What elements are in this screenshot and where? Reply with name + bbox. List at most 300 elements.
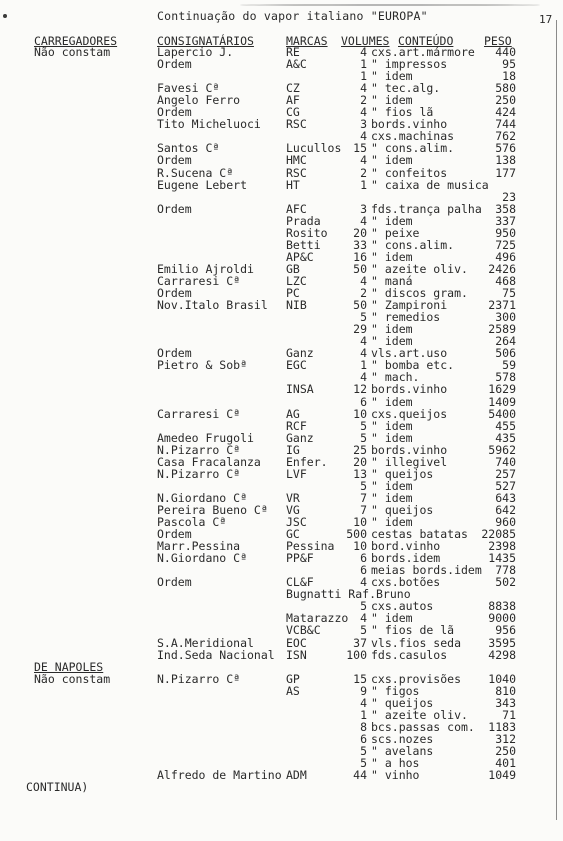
- contents-cell: cxs.botões: [371, 575, 441, 590]
- table-row: [0, 504, 563, 516]
- consignee-cell: Santos Cª: [157, 141, 220, 156]
- contents-cell: vls.fios seda: [371, 635, 462, 650]
- table-row: [0, 420, 563, 432]
- table-row: [0, 179, 563, 191]
- table-row: [0, 649, 563, 661]
- volumes-cell: 1: [360, 57, 367, 71]
- table-row: [0, 637, 563, 649]
- contents-cell: " queijos: [371, 695, 434, 710]
- column-header-conteudo: CONTEÚDO: [398, 34, 454, 48]
- weight-cell: 1409: [488, 394, 516, 409]
- marks-cell: ISN: [286, 647, 307, 662]
- continua-label: CONTINUA): [26, 780, 89, 794]
- volumes-cell: 4: [360, 370, 367, 385]
- table-row: [0, 46, 563, 58]
- weight-cell: 643: [495, 490, 516, 505]
- marks-cell: CZ: [286, 81, 300, 96]
- marks-cell: AS: [286, 683, 300, 698]
- contents-cell: cxs.art.mármore: [371, 45, 475, 59]
- consignee-cell: Ordem: [157, 346, 192, 361]
- contents-cell: " idem: [371, 153, 413, 168]
- contents-cell: " idem: [371, 430, 413, 445]
- volumes-cell: 4: [360, 611, 367, 626]
- contents-cell: cxs.autos: [371, 599, 434, 614]
- marks-cell: Betti: [286, 237, 321, 252]
- contents-cell: meias bords.idem: [371, 563, 482, 578]
- table-row: [0, 82, 563, 94]
- table-row: [0, 58, 563, 70]
- contents-cell: " fios lã: [371, 105, 434, 120]
- weight-cell: 343: [495, 695, 516, 710]
- contents-cell: " idem: [371, 93, 413, 108]
- volumes-cell: 5: [360, 743, 367, 758]
- volumes-cell: 20: [353, 454, 367, 469]
- table-row: [0, 167, 563, 179]
- consignee-cell: Ordem: [157, 57, 192, 71]
- weight-cell: 138: [495, 153, 516, 168]
- volumes-cell: 4: [360, 129, 367, 144]
- weight-cell: 358: [495, 201, 516, 216]
- marks-cell: RSC: [286, 165, 307, 180]
- volumes-cell: 10: [353, 406, 367, 421]
- contents-cell: " azeite oliv.: [371, 261, 468, 276]
- volumes-cell: 29: [353, 322, 367, 337]
- column-header-peso: PESO: [484, 34, 512, 48]
- table-row: [0, 444, 563, 456]
- volumes-cell: 37: [353, 635, 367, 650]
- contents-cell: scs.nozes: [371, 731, 434, 746]
- contents-cell: " azeite oliv.: [371, 707, 468, 722]
- weight-cell: 23: [502, 189, 516, 204]
- weight-cell: 960: [495, 515, 516, 529]
- consignee-cell: Pereira Bueno Cª: [157, 502, 268, 517]
- contents-cell: " cons.alim.: [371, 237, 455, 252]
- contents-cell: " idem: [371, 394, 413, 409]
- consignee-cell: Ordem: [157, 153, 192, 168]
- contents-cell: bcs.passas com.: [371, 719, 475, 734]
- table-row: [0, 709, 563, 721]
- volumes-cell: 6: [360, 731, 367, 746]
- volumes-cell: 1: [360, 69, 367, 84]
- contents-cell: cxs.queijos: [371, 406, 448, 421]
- table-row: [0, 661, 563, 673]
- table-row: [0, 468, 563, 480]
- table-row: [0, 311, 563, 323]
- shipper-cell: Não constam: [34, 671, 111, 686]
- weight-cell: 496: [495, 249, 516, 264]
- table-row: [0, 94, 563, 106]
- weight-cell: 5962: [488, 442, 516, 457]
- consignee-cell: Pascola Cª: [157, 515, 227, 529]
- table-row: [0, 685, 563, 697]
- contents-cell: " queijos: [371, 466, 434, 481]
- contents-cell: " mach.: [371, 370, 420, 385]
- volumes-cell: 4: [360, 346, 367, 361]
- contents-cell: cxs.machinas: [371, 129, 455, 144]
- volumes-cell: 12: [353, 382, 367, 397]
- volumes-cell: 7: [360, 490, 367, 505]
- table-row: [0, 745, 563, 757]
- weight-cell: 9000: [488, 611, 516, 626]
- contents-cell: cestas batatas: [371, 527, 468, 541]
- marks-cell: VCB&C: [286, 623, 321, 638]
- table-row: [0, 673, 563, 685]
- weight-cell: 527: [495, 478, 516, 493]
- weight-cell: 5400: [488, 406, 516, 421]
- marks-cell: PP&F: [286, 551, 314, 566]
- table-row: [0, 576, 563, 588]
- consignee-cell: Carraresi Cª: [157, 274, 241, 288]
- contents-cell: vls.art.uso: [371, 346, 448, 361]
- table-row: [0, 359, 563, 371]
- contents-cell: " avelans: [371, 743, 434, 758]
- marks-cell: IG: [286, 442, 300, 457]
- consignee-cell: Ordem: [157, 105, 192, 120]
- ink-speck: [3, 14, 7, 18]
- volumes-cell: 16: [353, 249, 367, 264]
- table-row: [0, 588, 563, 600]
- contents-cell: bords.idem: [371, 551, 441, 566]
- contents-cell: " bomba etc.: [371, 358, 455, 373]
- table-row: [0, 347, 563, 359]
- table-row: [0, 492, 563, 504]
- volumes-cell: 5: [360, 599, 367, 614]
- weight-cell: 1435: [488, 551, 516, 566]
- volumes-cell: 44: [353, 768, 367, 782]
- weight-cell: 580: [495, 81, 516, 96]
- consignee-cell: N.Giordano Cª: [157, 490, 248, 505]
- volumes-cell: 100: [346, 647, 367, 662]
- consignee-cell: Ordem: [157, 286, 192, 300]
- marks-cell: LZC: [286, 274, 307, 288]
- table-row: [0, 480, 563, 492]
- weight-cell: 1629: [488, 382, 516, 397]
- weight-cell: 18: [502, 69, 516, 84]
- consignee-cell: Nov.Italo Brasil: [157, 298, 268, 313]
- consignee-cell: N.Giordano Cª: [157, 551, 248, 566]
- contents-cell: " fios de lã: [371, 623, 455, 638]
- marks-cell: Ganz: [286, 430, 314, 445]
- contents-cell: " tec.alg.: [371, 81, 441, 96]
- marks-cell: Lucullos: [286, 141, 342, 156]
- consignee-cell: Emilio Ajroldi: [157, 261, 254, 276]
- table-row: [0, 733, 563, 745]
- weight-cell: 401: [495, 756, 516, 770]
- table-row: [0, 275, 563, 287]
- weight-cell: 740: [495, 454, 516, 469]
- marks-cell: AG: [286, 406, 300, 421]
- marks-cell: Rosito: [286, 225, 328, 240]
- weight-cell: 59: [502, 358, 516, 373]
- volumes-cell: 1: [360, 358, 367, 373]
- contents-cell: bord.vinho: [371, 539, 441, 553]
- table-row: [0, 203, 563, 215]
- weight-cell: 3595: [488, 635, 516, 650]
- weight-cell: 956: [495, 623, 516, 638]
- marks-cell: GB: [286, 261, 300, 276]
- volumes-cell: 6: [360, 563, 367, 578]
- contents-cell: fds.trança palha: [371, 201, 482, 216]
- contents-cell: bords.vinho: [371, 442, 448, 457]
- table-row: [0, 142, 563, 154]
- table-row: [0, 335, 563, 347]
- consignee-cell: Angelo Ferro: [157, 93, 241, 108]
- consignee-cell: N.Pizarro Cª: [157, 671, 241, 686]
- marks-cell: NIB: [286, 298, 307, 313]
- weight-cell: 312: [495, 731, 516, 746]
- weight-cell: 468: [495, 274, 516, 288]
- contents-cell: " illegivel: [371, 454, 448, 469]
- table-row: [0, 191, 563, 203]
- contents-cell: " maná: [371, 274, 413, 288]
- volumes-cell: 2: [360, 286, 367, 300]
- volumes-cell: 3: [360, 117, 367, 132]
- table-row: [0, 528, 563, 540]
- volumes-cell: 5: [360, 430, 367, 445]
- marks-cell: HT: [286, 177, 300, 192]
- weight-cell: 177: [495, 165, 516, 180]
- consignee-cell: Favesi Cª: [157, 81, 220, 96]
- weight-cell: 810: [495, 683, 516, 698]
- table-row: [0, 396, 563, 408]
- volumes-cell: 5: [360, 623, 367, 638]
- weight-cell: 22085: [481, 527, 516, 541]
- table-row: [0, 432, 563, 444]
- marks-cell: AP&C: [286, 249, 314, 264]
- volumes-cell: 2: [360, 165, 367, 180]
- table-row: [0, 516, 563, 528]
- consignee-cell: Lapercio J.: [157, 45, 234, 59]
- marks-cell: AF: [286, 93, 300, 108]
- weight-cell: 642: [495, 502, 516, 517]
- volumes-cell: 10: [353, 539, 367, 553]
- consignee-cell: S.A.Meridional: [157, 635, 254, 650]
- shipper-cell: Não constam: [34, 45, 111, 59]
- volumes-cell: 1: [360, 177, 367, 192]
- table-row: [0, 70, 563, 82]
- volumes-cell: 9: [360, 683, 367, 698]
- marks-cell: Enfer.: [286, 454, 328, 469]
- marks-cell: PC: [286, 286, 300, 300]
- table-row: [0, 371, 563, 383]
- marks-cell: Pessina: [286, 539, 335, 553]
- weight-cell: 424: [495, 105, 516, 120]
- consignee-cell: Tito Micheluoci: [157, 117, 261, 132]
- document-title: Continuação do vapor italiano "EUROPA": [157, 9, 428, 23]
- marks-cell: GP: [286, 671, 300, 686]
- marks-cell: CG: [286, 105, 300, 120]
- weight-cell: 250: [495, 93, 516, 108]
- consignee-cell: Eugene Lebert: [157, 177, 248, 192]
- column-header-carregadores: CARREGADORES: [34, 34, 118, 48]
- table-row: [0, 227, 563, 239]
- consignee-cell: Carraresi Cª: [157, 406, 241, 421]
- volumes-cell: 4: [360, 81, 367, 96]
- volumes-cell: 4: [360, 575, 367, 590]
- volumes-cell: 4: [360, 153, 367, 168]
- contents-cell: " queijos: [371, 502, 434, 517]
- marks-cell: GC: [286, 527, 300, 541]
- volumes-cell: 6: [360, 551, 367, 566]
- volumes-cell: 8: [360, 719, 367, 734]
- weight-cell: 2398: [488, 539, 516, 553]
- torn-top-edge: [240, 4, 540, 6]
- marks-cell: Prada: [286, 213, 321, 228]
- consignee-cell: Pietro & Sobª: [157, 358, 248, 373]
- weight-cell: 2426: [488, 261, 516, 276]
- contents-cell: " idem: [371, 478, 413, 493]
- weight-cell: 762: [495, 129, 516, 144]
- weight-cell: 1040: [488, 671, 516, 686]
- volumes-cell: 13: [353, 466, 367, 481]
- volumes-cell: 7: [360, 502, 367, 517]
- volumes-cell: 4: [360, 105, 367, 120]
- contents-cell: " idem: [371, 213, 413, 228]
- weight-cell: 337: [495, 213, 516, 228]
- marks-cell: Matarazzo: [286, 611, 349, 626]
- consignee-cell: Ordem: [157, 201, 192, 216]
- volumes-cell: 4: [360, 274, 367, 288]
- consignee-cell: Ind.Seda Nacional: [157, 647, 275, 662]
- contents-cell: " idem: [371, 490, 413, 505]
- table-row: [0, 130, 563, 142]
- volumes-cell: 2: [360, 93, 367, 108]
- column-header-consignatarios: CONSIGNATÁRIOS: [157, 34, 254, 48]
- contents-cell: " vinho: [371, 768, 420, 782]
- table-row: [0, 600, 563, 612]
- contents-cell: bords.vinho: [371, 382, 448, 397]
- volumes-cell: 5: [360, 478, 367, 493]
- table-row: [0, 408, 563, 420]
- shipper-cell: DE NAPOLES: [34, 659, 104, 674]
- contents-cell: cxs.provisões: [371, 671, 462, 686]
- contents-cell: " impressos: [371, 57, 448, 71]
- marks-cell: EGC: [286, 358, 307, 373]
- weight-cell: 300: [495, 310, 516, 325]
- marks-cell: VR: [286, 490, 300, 505]
- volumes-cell: 500: [346, 527, 367, 541]
- contents-cell: " caixa de musica: [371, 177, 489, 192]
- contents-cell: " idem: [371, 334, 413, 349]
- contents-cell: " confeitos: [371, 165, 448, 180]
- consignee-cell: Amedeo Frugoli: [157, 430, 254, 445]
- contents-cell: " idem: [371, 515, 413, 529]
- volumes-cell: 6: [360, 394, 367, 409]
- contents-cell: " peixe: [371, 225, 420, 240]
- weight-cell: 2589: [488, 322, 516, 337]
- table-row: [0, 263, 563, 275]
- table-row: [0, 540, 563, 552]
- column-header-marcas: MARCAS: [286, 34, 328, 48]
- consignee-cell: Ordem: [157, 527, 192, 541]
- weight-cell: 8838: [488, 599, 516, 614]
- table-row: [0, 118, 563, 130]
- weight-cell: 778: [495, 563, 516, 578]
- contents-cell: " discos gram.: [371, 286, 468, 300]
- weight-cell: 455: [495, 418, 516, 433]
- marks-cell: HMC: [286, 153, 307, 168]
- weight-cell: 725: [495, 237, 516, 252]
- marks-cell: A&C: [286, 57, 307, 71]
- marks-cell: VG: [286, 502, 300, 517]
- contents-cell: " cons.alim.: [371, 141, 455, 156]
- contents-cell: " remedios: [371, 310, 441, 325]
- column-header-volumes: VOLUMES: [341, 34, 390, 48]
- marks-cell: AFC: [286, 201, 307, 216]
- table-row: [0, 239, 563, 251]
- table-row: [0, 564, 563, 576]
- weight-cell: 506: [495, 346, 516, 361]
- table-row: [0, 624, 563, 636]
- weight-cell: 264: [495, 334, 516, 349]
- volumes-cell: 10: [353, 515, 367, 529]
- volumes-cell: 5: [360, 310, 367, 325]
- table-row: [0, 323, 563, 335]
- contents-cell: " idem: [371, 69, 413, 84]
- consignee-cell: Casa Fracalanza: [157, 454, 261, 469]
- table-row: [0, 697, 563, 709]
- table-row: [0, 215, 563, 227]
- marks-cell: Bugnatti Raf.Bruno: [286, 587, 411, 602]
- consignee-cell: Marr.Pessina: [157, 539, 241, 553]
- table-row: [0, 287, 563, 299]
- page-number: 17: [539, 13, 553, 26]
- volumes-cell: 33: [353, 237, 367, 252]
- volumes-cell: 3: [360, 201, 367, 216]
- table-row: [0, 154, 563, 166]
- table-row: [0, 456, 563, 468]
- contents-cell: fds.casulos: [371, 647, 448, 662]
- volumes-cell: 15: [353, 141, 367, 156]
- marks-cell: LVF: [286, 466, 307, 481]
- volumes-cell: 25: [353, 442, 367, 457]
- weight-cell: 4298: [488, 647, 516, 662]
- table-row: [0, 251, 563, 263]
- weight-cell: 95: [502, 57, 516, 71]
- weight-cell: 250: [495, 743, 516, 758]
- marks-cell: Ganz: [286, 346, 314, 361]
- table-row: [0, 383, 563, 395]
- table-row: [0, 612, 563, 624]
- weight-cell: 435: [495, 430, 516, 445]
- table-row: [0, 721, 563, 733]
- marks-cell: RSC: [286, 117, 307, 132]
- volumes-cell: 1: [360, 707, 367, 722]
- volumes-cell: 5: [360, 756, 367, 770]
- weight-cell: 502: [495, 575, 516, 590]
- volumes-cell: 4: [360, 695, 367, 710]
- weight-cell: 257: [495, 466, 516, 481]
- volumes-cell: 50: [353, 298, 367, 313]
- contents-cell: bords.vinho: [371, 117, 448, 132]
- marks-cell: EOC: [286, 635, 307, 650]
- marks-cell: RCF: [286, 418, 307, 433]
- consignee-cell: Alfredo de Martino: [157, 768, 282, 782]
- consignee-cell: N.Pizarro Cª: [157, 466, 241, 481]
- volumes-cell: 5: [360, 418, 367, 433]
- contents-cell: " a hos: [371, 756, 420, 770]
- marks-cell: ADM: [286, 768, 307, 782]
- weight-cell: 744: [495, 117, 516, 132]
- contents-cell: " Zampironi: [371, 298, 448, 313]
- volumes-cell: 4: [360, 334, 367, 349]
- weight-cell: 440: [495, 45, 516, 59]
- weight-cell: 1183: [488, 719, 516, 734]
- consignee-cell: R.Sucena Cª: [157, 165, 234, 180]
- volumes-cell: 15: [353, 671, 367, 686]
- weight-cell: 1049: [488, 768, 516, 782]
- weight-cell: 576: [495, 141, 516, 156]
